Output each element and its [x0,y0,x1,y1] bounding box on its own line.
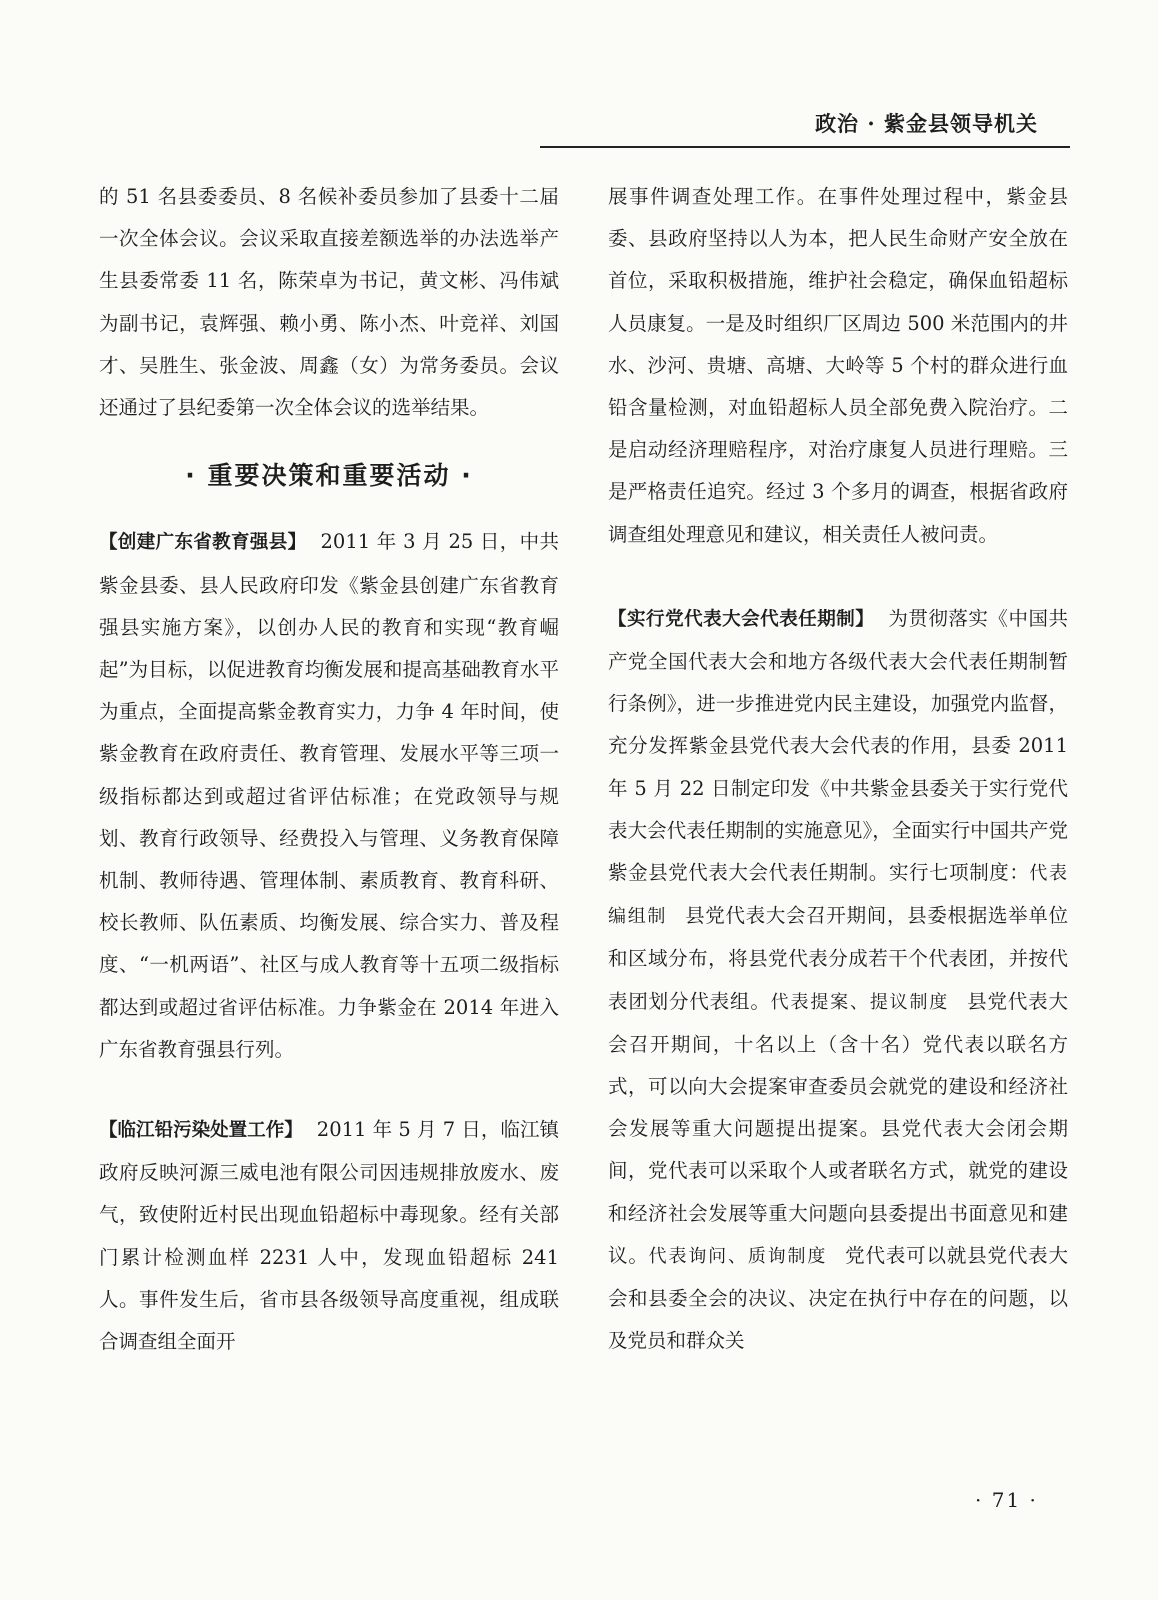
entry-term-system-text: 为贯彻落实《中国共产党全国代表大会和地方各级代表大会代表任期制暂行条例》，进一步推进党内民主建设，加强党内监督，充分发挥紫金县党代表大会代表的作用，县委 2011 年 5 月 22 日制定印发《中共紫金县委关于实行党代表大会代表任期制的实施意见》，全面实行中国共产党紫金县党代表大会代表任期制。实行七项制度： [608,606,1068,885]
entry-education-title: 【创建广东省教育强县】 [99,532,307,554]
right-column [608,176,1068,1362]
left-column [99,176,559,1363]
section-title: · 重要决策和重要活动 · [185,461,473,491]
entry-term-system [608,598,1068,1363]
entry-lead-pollution-text: 2011 年 5 月 7 日，临江镇政府反映河源三威电池有限公司因违规排放废水、废气，致使附近村民出现血铅超标中毒现象。经有关部门累计检测血样 2231 人中，发现血铅超标 241 人。事件发生后，省市县各级领导高度重视，组成联合调查组全面开 [99,1118,559,1354]
page-number: · 71 · [975,1488,1038,1512]
subhead-inquiry-text: 党代表可以就县党代表大会和县委全会的决议、决定在执行中存在的问题，以及党员和群众关 [608,1243,1068,1353]
entry-education [99,521,559,1071]
header-rule [540,146,1070,148]
header-section-label: 政治 · 紫金县领导机关 [815,111,1038,136]
subhead-proposal-text: 县党代表大会召开期间，十名以上（含十名）党代表以联名方式，可以向大会提案审查委员会就党的建设和经济社会发展等重大问题提出提案。县党代表大会闭会期间，党代表可以采取个人或者联名方式，就党的建设和经济社会发展等重大问题向县委提出书面意见和建议。 [608,989,1068,1267]
entry-term-system-title: 【实行党代表大会代表任期制】 [608,608,875,630]
subhead-grouping-text: 县党代表大会召开期间，县委根据选举单位和区域分布，将县党代表分成若干个代表团，并按代表团划分代表组。 [608,904,1068,1013]
paragraph-gap [608,556,1068,598]
subhead-grouping: 代表编组制 [608,863,1068,928]
paragraph-gap [99,1071,559,1109]
entry-education-text: 2011 年 3 月 25 日，中共紫金县委、县人民政府印发《紫金县创建广东省教育强县实施方案》，以创办人民的教育和实现“教育崛起”为目标，以促进教育均衡发展和提高基础教育水平为重点，全面提高紫金教育实力，力争 4 年时间，使紫金教育在政府责任、教育管理、发展水平等三项一级指标都达到或超过省评估标准；在党政领导与规划、教育行政领导、经费投入与管理、义务教育保障机制、教师待遇、管理体制、素质教育、教育科研、校长教师、队伍素质、均衡发展、综合实力、普及程度、“一机两语”、社区与成人教育等十五项二级指标都达到或超过省评估标准。力争紫金在 2014 年进入广东省教育强县行列。 [99,530,559,1061]
subhead-proposal: 代表提案、提议制度 [770,991,950,1013]
lead-pollution-continuation: 展事件调查处理工作。在事件处理过程中，紫金县委、县政府坚持以人为本，把人民生命财产安全放在首位，采取积极措施，维护社会稳定，确保血铅超标人员康复。一是及时组织厂区周边 500 米范围内的井水、沙河、贵塘、高塘、大岭等 5 个村的群众进行血铅含量检测，对血铅超标人员全部免费入院治疗。二是启动经济理赔程序，对治疗康复人员进行理赔。三是严格责任追究。经过 3 个多月的调查，根据省政府调查组处理意见和建议，相关责任人被问责。 [608,185,1068,546]
entry-lead-pollution-title: 【临江铅污染处置工作】 [99,1120,303,1142]
running-header [540,100,1070,148]
subhead-inquiry: 代表询问、质询制度 [648,1245,828,1267]
entry-lead-pollution [99,1109,559,1363]
intro-paragraph: 的 51 名县委委员、8 名候补委员参加了县委十二届一次全体会议。会议采取直接差额选举的办法选举产生县委常委 11 名，陈荣卓为书记，黄文彬、冯伟斌为副书记，袁辉强、赖小勇、陈小杰、叶竞祥、刘国才、吴胜生、张金波、周鑫（女）为常务委员。会议还通过了县纪委第一次全体会议的选举结果。 [99,185,559,420]
